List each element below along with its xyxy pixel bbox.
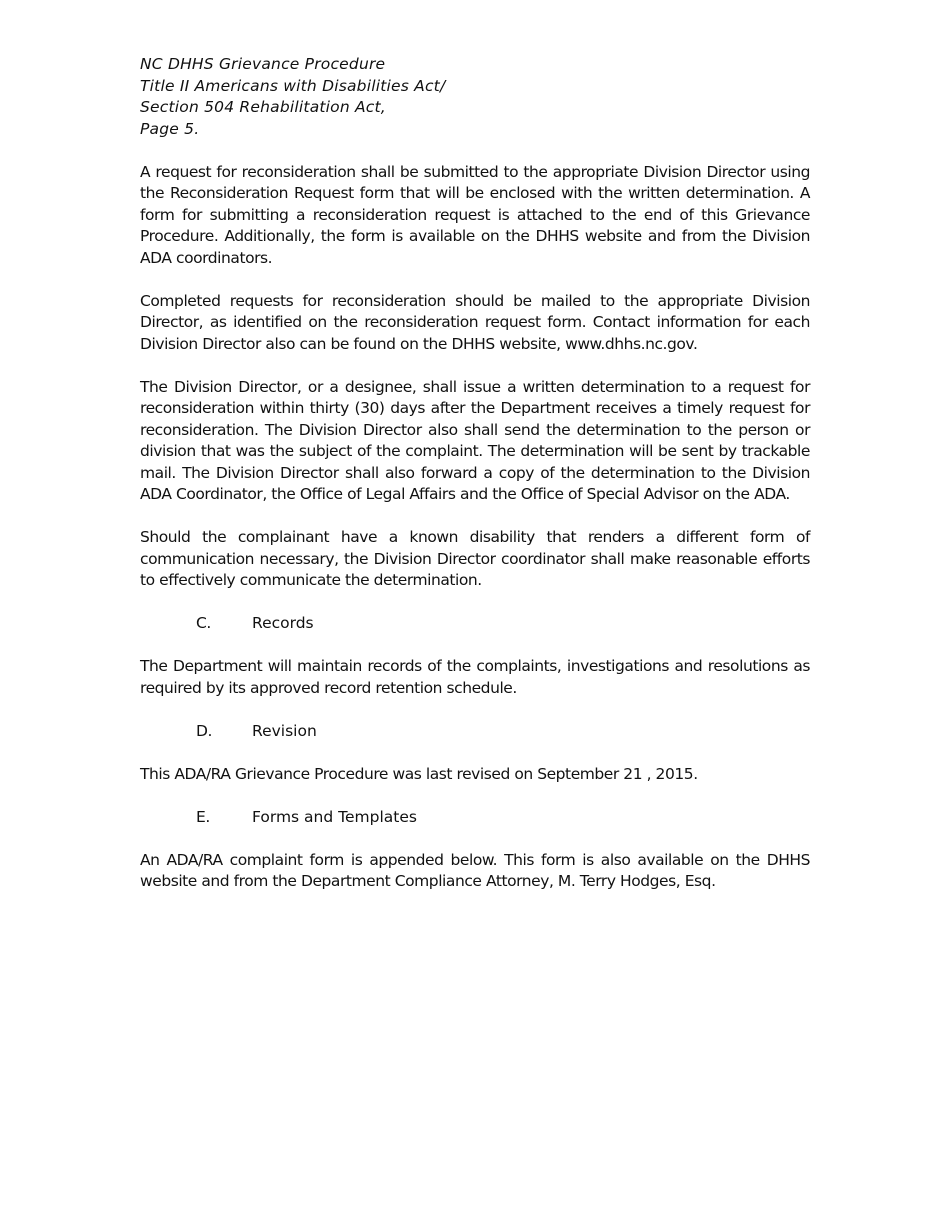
header-line-1: NC DHHS Grievance Procedure bbox=[140, 55, 386, 73]
paragraph-revision: This ADA/RA Grievance Procedure was last revised on September 21 , 2015. bbox=[140, 764, 698, 783]
header-line-4: Page 5. bbox=[140, 119, 200, 138]
paragraph-reconsideration-request: A request for reconsideration shall be submitted to the appropriate Division Director using the Reconsideration Request form that will be enclosed with the written determination. A form for submitting a reconsideration request is attached to the end of this Grievance Procedure. Additionally, the form is available on the DHHS website and from the Division ADA coordinators. bbox=[140, 162, 810, 267]
paragraph-records: The Department will maintain records of the complaints, investigations and resolutions as required by its approved record retention schedule. bbox=[140, 657, 810, 697]
section-heading-forms bbox=[140, 807, 810, 829]
section-letter: D. bbox=[196, 721, 212, 740]
document-page bbox=[140, 54, 810, 914]
page-header bbox=[140, 54, 810, 140]
section-letter: E. bbox=[196, 807, 210, 826]
header-line-2: Title II Americans with Disabilities Act/ bbox=[140, 76, 446, 95]
section-heading-records bbox=[140, 613, 810, 635]
section-title: Forms and Templates bbox=[252, 807, 417, 826]
paragraph-completed-requests: Completed requests for reconsideration should be mailed to the appropriate Division Director, as identified on the reconsideration request form. Contact information for each Division Director also can be found on the DHHS website, www.dhhs.nc.gov. bbox=[140, 291, 810, 353]
section-title: Records bbox=[252, 614, 314, 632]
paragraph-written-determination: The Division Director, or a designee, shall issue a written determination to a request for reconsideration within thirty (30) days after the Department receives a timely request for reconsideration. The Division Director also shall send the determination to the person or division that was the subject of the complaint. The determination will be sent by trackable mail. The Division Director shall also forward a copy of the determination to the Division ADA Coordinator, the Office of Legal Affairs and the Office of Special Advisor on the ADA. bbox=[140, 377, 810, 503]
section-letter: C. bbox=[196, 614, 211, 632]
section-title: Revision bbox=[252, 721, 317, 740]
section-heading-revision bbox=[140, 721, 810, 743]
header-line-3: Section 504 Rehabilitation Act, bbox=[140, 98, 386, 116]
paragraph-communication: Should the complainant have a known disability that renders a different form of communication necessary, the Division Director coordinator shall make reasonable efforts to effectively communicate the determination. bbox=[140, 528, 810, 589]
paragraph-forms: An ADA/RA complaint form is appended below. This form is also available on the DHHS website and from the Department Compliance Attorney, M. Terry Hodges, Esq. bbox=[140, 850, 810, 890]
